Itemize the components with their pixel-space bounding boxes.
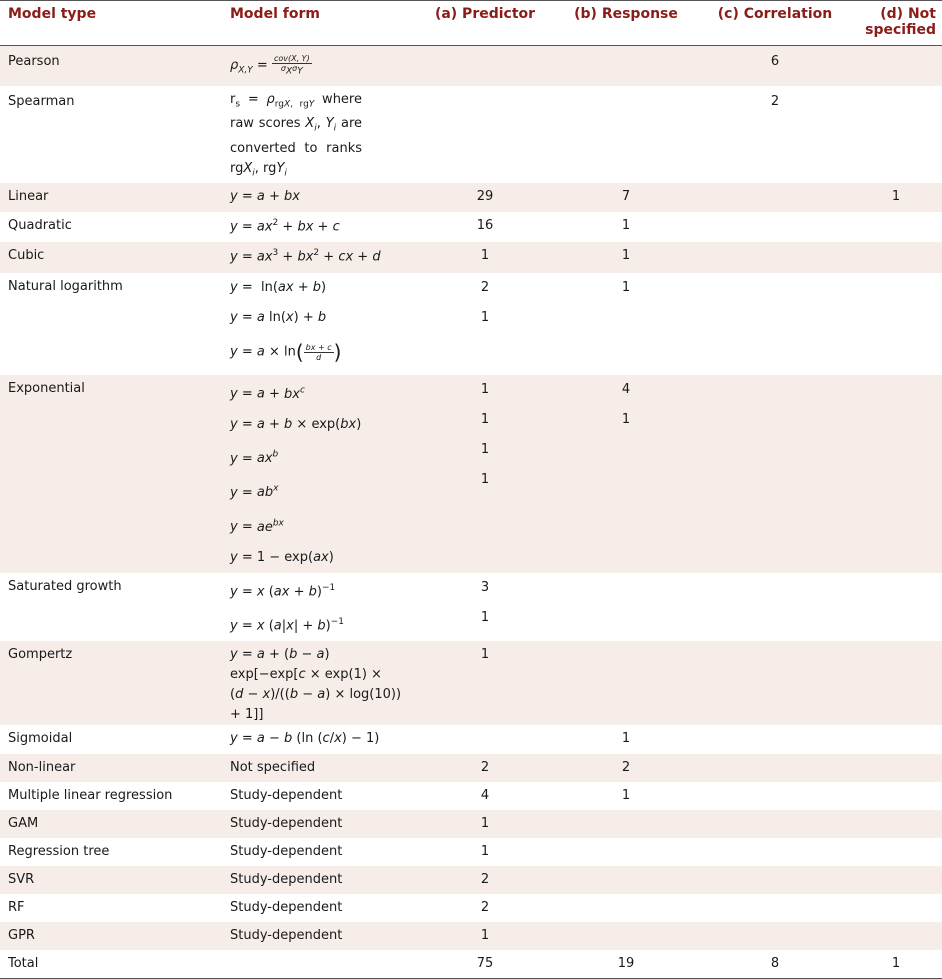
correlation-cell (700, 725, 850, 754)
not-specified-cell (850, 838, 942, 866)
table-row-spearman (0, 86, 942, 184)
model-type-cell: Gompertz (0, 641, 222, 725)
table-row-multiple-linear-regression (0, 782, 942, 810)
model-type-cell: SVR (0, 866, 222, 894)
predictor-cell: 16 (476, 218, 494, 234)
total-not-specified: 1 (891, 956, 901, 972)
model-type-cell: Saturated growth (8, 578, 122, 594)
not-specified-cell (850, 894, 942, 922)
pearson-formula: $\rho_{X,Y}$ (230, 57, 253, 76)
table-row-svr (0, 866, 942, 894)
model-type-cell: Quadratic (8, 218, 72, 234)
header-predictor: (a) Predictor (434, 6, 536, 22)
table-row-cubic (0, 242, 942, 273)
table-row-gompertz (0, 641, 942, 725)
response-cell (552, 810, 700, 838)
correlation-cell (700, 922, 850, 950)
response-cell: 1 (552, 242, 700, 273)
table-row-saturated-growth (0, 573, 942, 642)
model-form-cell: y = x (ax + b)$^{-1}$ y = x $(a|x| + b)^{-1}$ (230, 582, 345, 634)
predictor-cell: 3 1 (480, 579, 490, 625)
predictor-cell: 2 (480, 900, 490, 916)
response-cell (552, 866, 700, 894)
model-type-cell: GPR (0, 922, 222, 950)
not-specified-cell (850, 242, 942, 273)
total-form-cell (222, 950, 418, 978)
not-specified-cell (850, 725, 942, 754)
not-specified-cell (850, 754, 942, 782)
model-type-cell: Non-linear (0, 754, 222, 782)
predictor-cell: 29 (418, 183, 552, 212)
table-row-pearson (0, 46, 942, 86)
correlation-cell (700, 782, 850, 810)
correlation-cell (700, 810, 850, 838)
response-cell (552, 641, 700, 725)
response-cell: 1 (621, 280, 631, 296)
model-type-cell: Linear (0, 183, 222, 212)
response-cell (552, 573, 700, 642)
correlation-cell (700, 273, 850, 375)
predictor-cell: 2 (418, 754, 552, 782)
header-row (0, 1, 942, 46)
table-row-rf (0, 894, 942, 922)
predictor-cell: 1 (418, 922, 552, 950)
response-cell (552, 86, 700, 184)
response-cell (552, 894, 700, 922)
not-specified-cell (850, 573, 942, 642)
not-specified-cell (850, 922, 942, 950)
predictor-cell (418, 725, 552, 754)
correlation-cell (700, 838, 850, 866)
table-row-linear (0, 183, 942, 212)
not-specified-cell (850, 782, 942, 810)
model-type-cell: Natural logarithm (8, 279, 123, 295)
table-row-natural-logarithm (0, 273, 942, 375)
model-form-cell: $y = a + bx^c$ y = a + b × exp(bx) $y = ax^b$ $y = ab^x$ $y = ae^{bx}$ y = 1 − exp(ax) (222, 375, 418, 572)
header-response: (b) Response (574, 6, 678, 22)
correlation-cell: 2 (770, 93, 780, 109)
model-form-cell: y = a + (b − a) exp[−exp[c × exp(1) × (d − x)/((b − a) × log(10)) + 1]] (222, 641, 418, 725)
not-specified-cell (850, 273, 942, 375)
not-specified-cell (850, 375, 942, 572)
predictor-cell: 2 (418, 866, 552, 894)
predictor-cell: 1 (480, 844, 490, 860)
response-cell: 4 1 (552, 375, 700, 572)
table-row-exponential (0, 375, 942, 572)
response-cell (552, 838, 700, 866)
predictor-cell: 1 (418, 641, 552, 725)
model-form-cell: Study-dependent (230, 788, 343, 804)
header-not-specified: (d) Not specified (865, 6, 936, 38)
model-form-cell: $\rho_{X,Y}$ = $\frac{\text{cov(X, Y)}}{\sigma_X\sigma_Y}$ (222, 46, 418, 86)
not-specified-cell (850, 641, 942, 725)
correlation-cell (700, 375, 850, 572)
response-cell (552, 922, 700, 950)
model-form-cell: Study-dependent (222, 922, 418, 950)
correlation-cell (700, 183, 850, 212)
model-form-cell: Study-dependent (230, 900, 343, 916)
model-form-cell: Study-dependent (230, 844, 343, 860)
model-type-cell: Multiple linear regression (8, 788, 173, 804)
header-model-type: Model type (8, 6, 97, 22)
table-row-non-linear (0, 754, 942, 782)
predictor-cell: 1 (418, 242, 552, 273)
correlation-cell (700, 212, 850, 242)
table-row-regression-tree (0, 838, 942, 866)
correlation-cell (700, 894, 850, 922)
total-response: 19 (617, 956, 635, 972)
table-row-sigmoidal (0, 725, 942, 754)
not-specified-cell (850, 810, 942, 838)
total-correlation: 8 (770, 956, 780, 972)
model-type-cell: RF (8, 900, 25, 916)
predictor-cell: 2 1 (480, 280, 490, 326)
response-cell: 7 (552, 183, 700, 212)
model-type-cell: Regression tree (8, 844, 110, 860)
table-row-gpr (0, 922, 942, 950)
not-specified-cell: 1 (850, 183, 942, 212)
model-form-cell: $y = ax^3 + bx^2$ + cx + d (222, 242, 418, 273)
not-specified-cell (850, 86, 942, 184)
total-label: Total (8, 956, 39, 972)
predictor-cell: 4 (480, 788, 490, 804)
table-row-quadratic (0, 212, 942, 242)
total-predictor: 75 (476, 956, 494, 972)
predictor-cell: 1 (418, 810, 552, 838)
model-type-cell: Pearson (0, 46, 222, 86)
total-row (0, 950, 942, 978)
model-form-cell: Not specified (222, 754, 418, 782)
response-cell: 1 (621, 731, 631, 747)
not-specified-cell (850, 866, 942, 894)
model-type-cell: GAM (0, 810, 222, 838)
correlation-cell: 6 (700, 46, 850, 86)
model-form-cell: Study-dependent (222, 810, 418, 838)
model-form-cell: y = ln(ax + b) y = a ln(x) + b y = a × ln( $\frac{bx + c}{d}$ ) (230, 280, 342, 365)
predictor-cell (418, 46, 552, 86)
model-type-cell: Sigmoidal (8, 731, 73, 747)
correlation-cell (700, 242, 850, 273)
response-cell (552, 46, 700, 86)
correlation-cell (700, 641, 850, 725)
model-form-cell: y = a + bx (222, 183, 418, 212)
not-specified-cell (850, 212, 942, 242)
correlation-cell (700, 573, 850, 642)
model-type-cell: Cubic (0, 242, 222, 273)
correlation-cell (700, 866, 850, 894)
model-form-cell: y = a − b (ln (c/x) − 1) (230, 731, 380, 747)
response-cell: 2 (552, 754, 700, 782)
correlation-cell (700, 754, 850, 782)
model-type-cell: Spearman (8, 93, 75, 109)
model-form-cell (222, 86, 418, 184)
header-model-form: Model form (230, 6, 320, 22)
header-correlation: (c) Correlation (717, 6, 833, 22)
predictor-cell (418, 86, 552, 184)
response-cell: 1 (621, 788, 631, 804)
not-specified-cell (850, 46, 942, 86)
spearman-formula: $r_s = \rho_{rgX, rgY}$ where raw scores $X_i$, $Y_i$ are converted to ranks rgX$_i$, rgY$_i$ (230, 91, 363, 179)
predictor-cell: 1 1 1 1 (418, 375, 552, 572)
model-form-cell: $y = ax^2$ + bx + c (230, 218, 340, 235)
model-type-cell: Exponential (0, 375, 222, 572)
table-row-gam (0, 810, 942, 838)
model-form-cell: Study-dependent (222, 866, 418, 894)
response-cell: 1 (621, 218, 631, 234)
